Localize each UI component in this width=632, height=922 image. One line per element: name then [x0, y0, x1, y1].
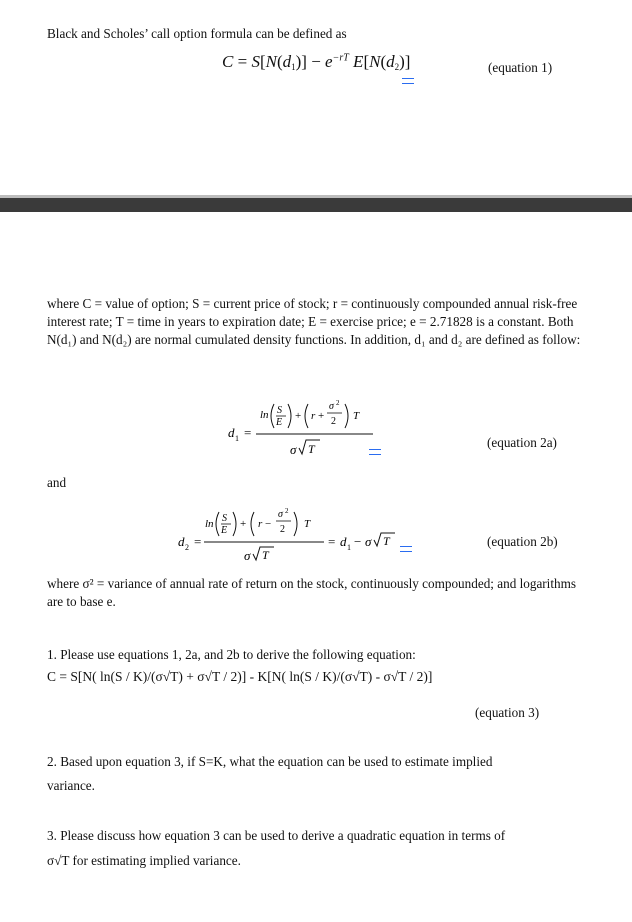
equation-2b-graphic [178, 502, 408, 564]
svg-text:2: 2 [280, 524, 285, 535]
svg-text:r: r [311, 410, 316, 422]
svg-text:T: T [262, 548, 269, 562]
svg-text:ln: ln [260, 409, 269, 421]
svg-text:ln: ln [205, 518, 214, 530]
equals-marker-2a [369, 449, 381, 455]
svg-text:σ: σ [244, 548, 251, 563]
equals-marker [402, 78, 414, 84]
svg-text:S: S [222, 513, 227, 524]
svg-text:T: T [353, 410, 360, 422]
question-3-line-1: 3. Please discuss how equation 3 can be used to derive a quadratic equation in terms of [47, 828, 506, 843]
equation-3: C = S[N( ln(S / K)/(σ√T) + σ√T / 2)] - K[N( ln(S / K)/(σ√T) - σ√T / 2)] [47, 669, 433, 684]
question-2-line-1: 2. Based upon equation 3, if S=K, what the equation can be used to estimate implied [47, 754, 493, 769]
svg-text:+: + [295, 410, 302, 422]
equation-2a-graphic [228, 396, 388, 466]
svg-text:E: E [221, 525, 228, 536]
svg-text:1: 1 [347, 543, 351, 552]
variance-note: where σ² = variance of annual rate of return on the stock, continuously compounded; and logarithms are to base e. [47, 576, 576, 610]
svg-text:S: S [277, 405, 282, 416]
question-1-text: 1. Please use equations 1, 2a, and 2b to derive the following equation: [47, 647, 416, 662]
intro-text: Black and Scholes’ call option formula can be defined as [47, 26, 347, 41]
svg-text:2: 2 [285, 507, 289, 515]
svg-text:r: r [258, 518, 263, 530]
svg-text:=: = [194, 534, 202, 549]
equation-2a-label: (equation 2a) [487, 435, 557, 450]
equation-1-label: (equation 1) [488, 60, 553, 75]
equation-2b [178, 502, 408, 569]
svg-text:E: E [276, 417, 283, 428]
equals-marker-2b [400, 546, 412, 552]
svg-text:−: − [265, 518, 272, 530]
svg-text:d: d [340, 534, 347, 549]
equation-3-label: (equation 3) [475, 705, 540, 720]
svg-text:σ: σ [329, 401, 334, 412]
svg-text:2: 2 [331, 416, 336, 427]
svg-text:σ: σ [365, 534, 372, 549]
and-word: and [47, 475, 67, 490]
question-3-line-2: σ√T for estimating implied variance. [47, 853, 241, 868]
svg-text:T: T [308, 442, 315, 456]
svg-text:+: + [318, 410, 325, 422]
equation-1: $C = S[N(d_1)] - e^{-rT}$ $E[N(d_2)]$ [222, 52, 411, 72]
svg-text:T: T [304, 518, 311, 530]
svg-text:=: = [328, 534, 336, 549]
svg-text:2: 2 [336, 399, 340, 407]
question-2-line-2: variance. [47, 778, 95, 793]
svg-text:T: T [383, 534, 390, 548]
svg-text:+: + [240, 518, 247, 530]
equation-2b-label: (equation 2b) [487, 534, 558, 549]
svg-text:2: 2 [185, 543, 189, 552]
svg-text:=: = [244, 425, 252, 440]
definitions-paragraph: where C = value of option; S = current price of stock; r = continuously compounded annual risk-free interest rate; T = time in years to expiration date; E = exercise price; e = 2.71828 is a constant. Both N(d₁) and N(d₂) are normal cumulated density functions. In addition, d₁ and d₂ are defined as follow: [47, 296, 581, 348]
svg-text:σ: σ [278, 509, 283, 520]
page-separator [0, 195, 632, 212]
svg-text:1: 1 [235, 434, 239, 443]
svg-text:d: d [228, 425, 235, 440]
svg-text:σ: σ [290, 442, 297, 457]
equation-2a [228, 396, 388, 470]
svg-text:−: − [354, 534, 362, 549]
svg-text:d: d [178, 534, 185, 549]
